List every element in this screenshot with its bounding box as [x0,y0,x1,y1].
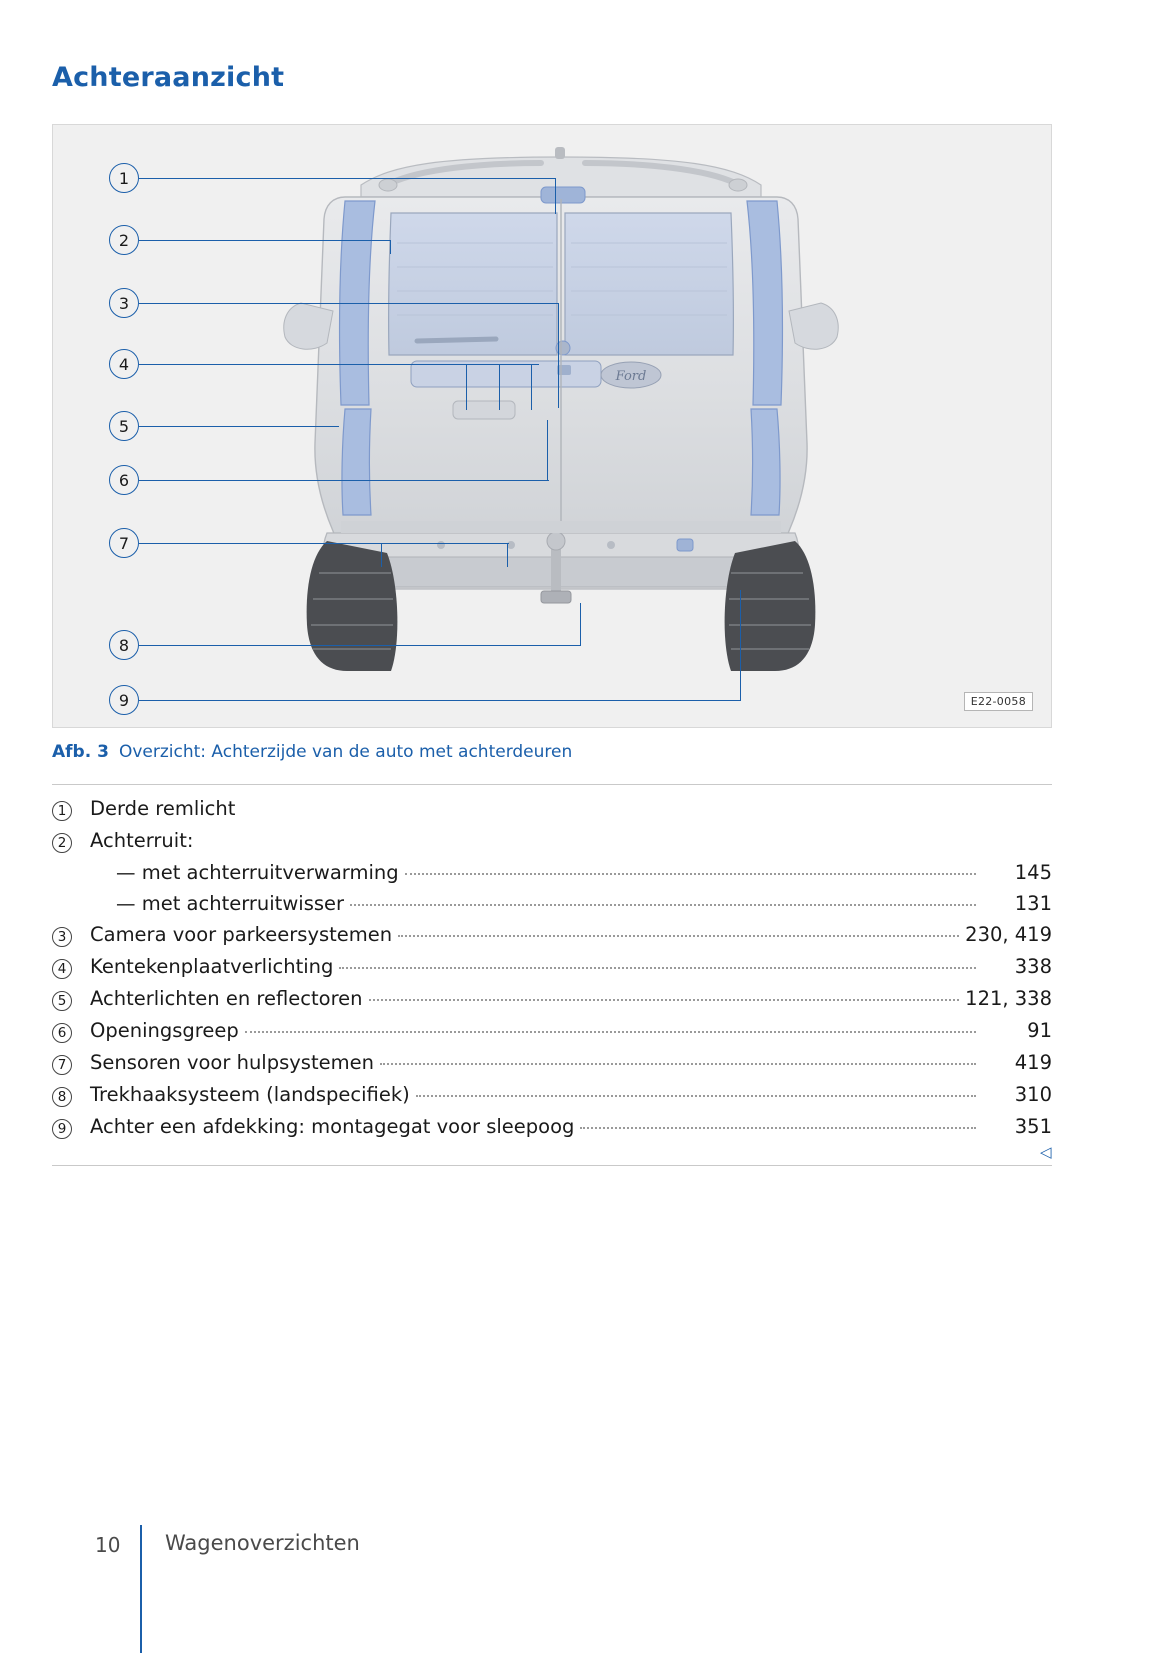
figure-caption [52,742,572,762]
legend-number: 2 [52,826,90,857]
legend-subitem [52,888,1052,919]
figure-callout-1: 1 [109,163,139,193]
legend-item [52,1079,1052,1111]
vehicle-rear-illustration [241,143,881,723]
legend-item [52,951,1052,983]
figure-image [61,133,1045,721]
legend-label: Kentekenplaatverlichting [90,955,334,978]
leader-line-3-v [558,303,559,408]
legend-number: 6 [52,1016,90,1047]
leader-line-2-v [390,240,391,254]
leader-line-8 [139,645,581,646]
leader-dots [380,1062,976,1065]
leader-line-4-c [531,364,532,410]
leader-dots [369,998,960,1001]
legend-number: 1 [52,794,90,825]
legend-page: 145 [1014,861,1052,884]
legend-item [52,1047,1052,1079]
leader-dots [199,842,976,843]
leader-line-9 [139,700,741,701]
leader-line-7-a [381,543,382,567]
page-footer [0,1525,1165,1653]
figure-callout-7: 7 [109,528,139,558]
leader-line-3 [139,303,559,304]
leader-line-7 [139,543,509,544]
legend-label: Achterlichten en reflectoren [90,987,363,1010]
leader-line-2 [139,240,391,241]
legend-page: 419 [1014,1051,1052,1074]
svg-text:Ford: Ford [615,369,647,384]
legend-number: 4 [52,952,90,983]
leader-line-9-v [740,590,741,700]
leader-dots [580,1126,976,1129]
legend-label: Trekhaaksysteem (landspecifiek) [90,1083,410,1106]
legend-label: — met achterruitverwarming [116,861,399,884]
leader-line-1-v [555,178,556,214]
legend-bottom-rule [52,1165,1052,1166]
footer-section-title: Wagenoverzichten [165,1531,360,1555]
figure-caption-text: Overzicht: Achterzijde van de auto met achterdeuren [118,742,573,762]
legend-number: 7 [52,1048,90,1079]
footer-divider [140,1525,142,1653]
legend-item [52,983,1052,1015]
legend-item [52,919,1052,951]
legend-page: 91 [1027,1019,1052,1042]
leader-line-7-b [507,543,508,567]
figure-callout-5: 5 [109,411,139,441]
legend-page: 121, 338 [965,987,1052,1010]
legend-label: Sensoren voor hulpsystemen [90,1051,374,1074]
legend-list [52,784,1052,1143]
legend-page: 351 [1014,1115,1052,1138]
legend-number: 3 [52,920,90,951]
leader-dots [245,1030,976,1033]
leader-dots [416,1094,976,1097]
legend-page: 131 [1014,892,1052,915]
legend-label: Achter een afdekking: montagegat voor sleepoog [90,1115,575,1138]
leader-line-8-v [580,603,581,645]
legend-label: Openingsgreep [90,1019,239,1042]
legend-number: 9 [52,1112,90,1143]
leader-line-6 [139,480,549,481]
figure-callout-3: 3 [109,288,139,318]
legend-page: 230, 419 [965,923,1052,946]
leader-dots [398,934,959,937]
page-title: Achteraanzicht [52,62,285,93]
legend-page: 338 [1014,955,1052,978]
leader-line-4-b [499,364,500,410]
figure-label: Afb. 3 [52,742,109,762]
legend-item [52,825,1052,857]
legend-page: 310 [1014,1083,1052,1106]
legend-item [52,793,1052,825]
figure-callout-9: 9 [109,685,139,715]
leader-dots [350,903,976,906]
figure-code: E22-0058 [964,692,1033,711]
legend-label: — met achterruitwisser [116,892,345,915]
leader-line-5 [139,426,339,427]
legend-item [52,1111,1052,1143]
section-end-marker: ◁ [1040,1143,1052,1161]
leader-dots [405,872,976,875]
legend-number: 8 [52,1080,90,1111]
figure-container [52,124,1052,728]
leader-dots [241,810,976,811]
figure-callout-6: 6 [109,465,139,495]
legend-number: 5 [52,984,90,1015]
legend-subitem [52,857,1052,888]
leader-line-4-a [466,364,467,410]
legend-item [52,1015,1052,1047]
legend-label: Achterruit: [90,829,194,852]
leader-line-4 [139,364,539,365]
leader-dots [339,966,976,969]
legend-label: Camera voor parkeersystemen [90,923,393,946]
figure-callout-4: 4 [109,349,139,379]
leader-line-1 [139,178,556,179]
figure-callout-2: 2 [109,225,139,255]
leader-line-6-v [547,420,548,480]
footer-page-number: 10 [95,1533,121,1557]
figure-callout-8: 8 [109,630,139,660]
legend-label: Derde remlicht [90,797,236,820]
